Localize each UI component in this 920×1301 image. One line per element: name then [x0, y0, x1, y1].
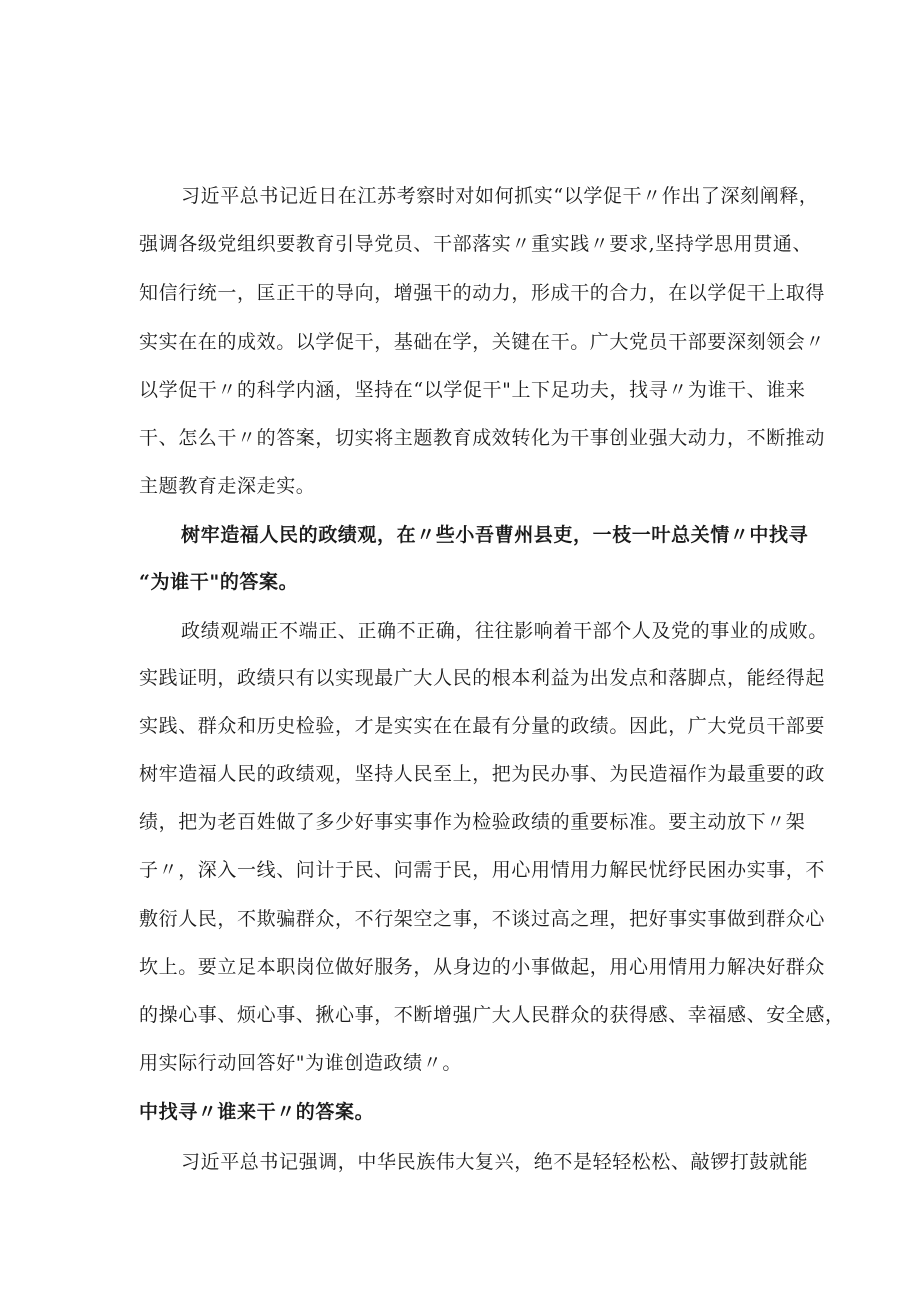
paragraph-2-line-5: 绩，把为老百姓做了多少好事实事作为检验政绩的重要标准。要主动放下〃架	[139, 811, 806, 833]
paragraph-2-line-10: 用实际行动回答好"为谁创造政绩〃。	[139, 1052, 462, 1074]
paragraph-2-line-4: 树牢造福人民的政绩观，坚持人民至上，把为民办事、为民造福作为最重要的政	[139, 763, 826, 785]
paragraph-1-line-2: 强调各级党组织要教育引导党员、干部落实〃重实践〃要求,坚持学思用贯通、	[139, 233, 813, 255]
paragraph-2-line-7: 敷衍人民，不欺骗群众，不行架空之事，不谈过高之理，把好事实事做到群众心	[139, 908, 826, 930]
paragraph-2-line-9: 的操心事、烦心事、揪心事，不断增强广大人民群众的获得感、幸福感、安全感，	[139, 1004, 845, 1026]
paragraph-2-line-1: 政绩观端正不端正、正确不正确，往往影响着干部个人及党的事业的成败。	[181, 620, 828, 642]
paragraph-1-line-4: 实实在在的成效。以学促干，基础在学，关键在干。广大党员干部要深刻领会〃	[139, 331, 826, 353]
paragraph-1-line-1: 习近平总书记近日在江苏考察时对如何抓实“以学促干〃作出了深刻阐释，	[181, 185, 819, 207]
paragraph-2-line-3: 实践、群众和历史检验，才是实实在在最有分量的政绩。因此，广大党员干部要	[139, 715, 826, 737]
section-heading-1-line-2: “为谁干"的答案。	[139, 571, 299, 593]
paragraph-2-line-2: 实践证明，政绩只有以实现最广大人民的根本利益为出发点和落脚点，能经得起	[139, 667, 826, 689]
paragraph-1-line-5: 以学促干〃的科学内涵，坚持在“以学促干"上下足功夫，找寻〃为谁干、谁来	[139, 379, 806, 401]
paragraph-1-line-7: 主题教育走深走实。	[139, 475, 316, 497]
section-heading-2: 中找寻〃谁来干〃的答案。	[139, 1101, 375, 1123]
paragraph-2-line-6: 子〃，深入一线、问计于民、问需于民，用心用情用力解民忧纾民困办实事，不	[139, 859, 826, 881]
paragraph-2-line-8: 坎上。要立足本职岗位做好服务，从身边的小事做起，用心用情用力解决好群众	[139, 956, 826, 978]
paragraph-1-line-3: 知信行统一，匡正干的导向，增强干的动力，形成干的合力，在以学促干上取得	[139, 282, 826, 304]
paragraph-3-line-1: 习近平总书记强调，中华民族伟大复兴，绝不是轻轻松松、敲锣打鼓就能	[181, 1151, 809, 1173]
section-heading-1-line-1: 树牢造福人民的政绩观，在〃些小吾曹州县吏，一枝一叶总关情〃中找寻	[181, 524, 809, 546]
paragraph-1-line-6: 干、怎么干〃的答案，切实将主题教育成效转化为干事创业强大动力，不断推动	[139, 427, 826, 449]
